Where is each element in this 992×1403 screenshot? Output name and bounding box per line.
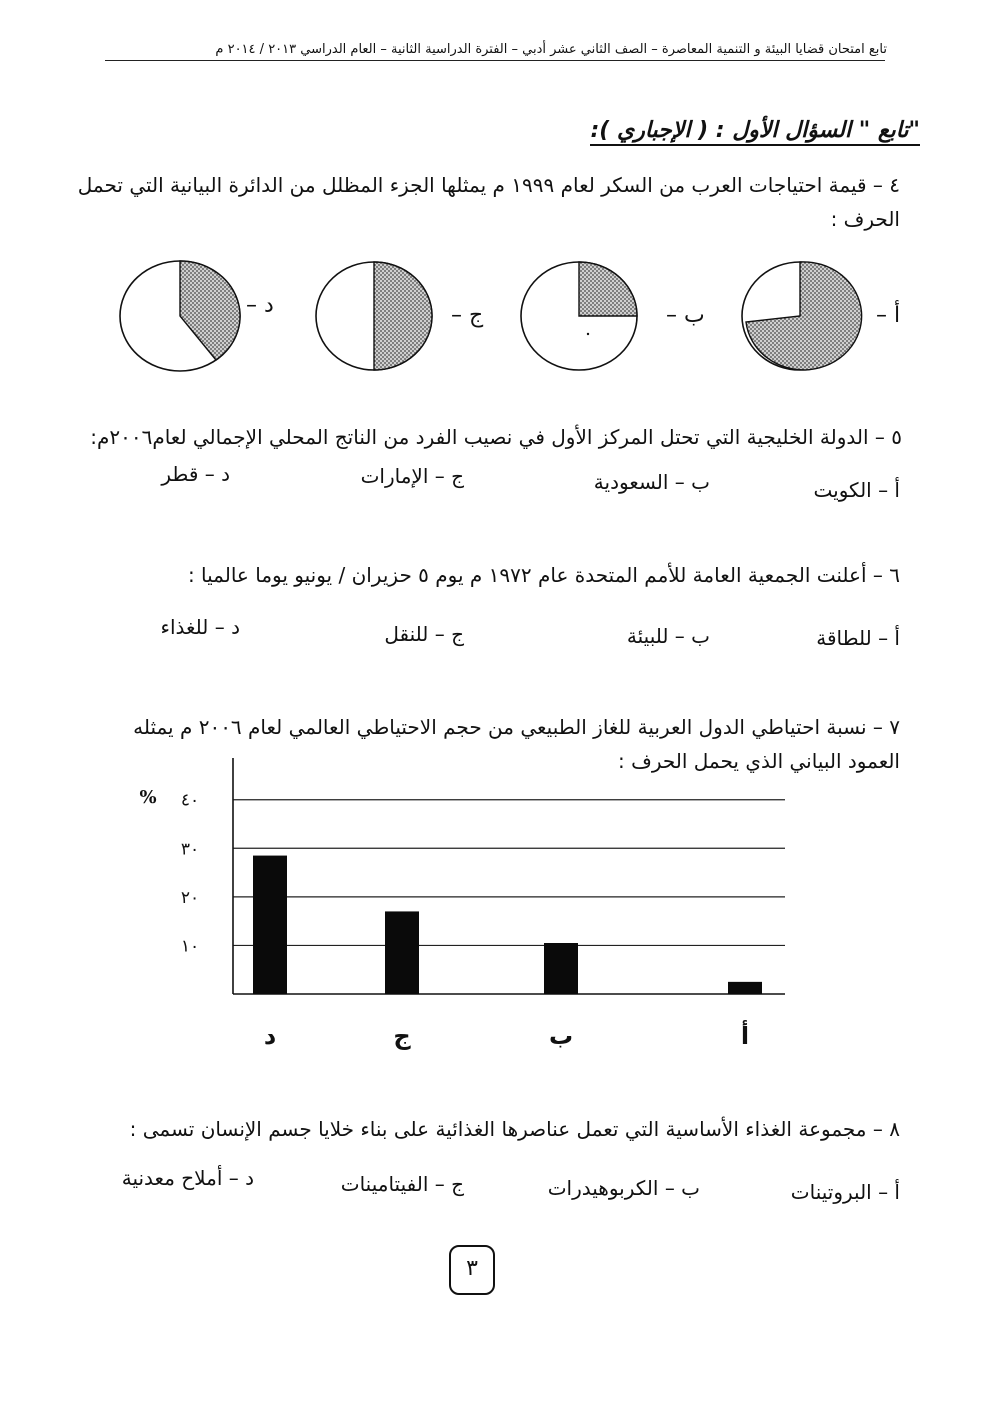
pie-option-b[interactable] <box>521 262 637 370</box>
pie-label-b: ب – <box>666 303 705 328</box>
q8-option-a[interactable]: أ – البروتينات <box>790 1180 900 1204</box>
pie-option-a[interactable] <box>742 262 862 370</box>
bar-2 <box>385 911 419 994</box>
q5-option-a[interactable]: أ – الكويت <box>813 478 900 502</box>
q8-option-d[interactable]: د – أملاح معدنية <box>121 1166 254 1190</box>
y-axis-label: % <box>139 787 157 808</box>
page-number: ٣ <box>449 1245 495 1295</box>
x-tick-label: د <box>263 1022 277 1050</box>
exam-header: تابع امتحان قضايا البيئة و التنمية المعاصرة – الصف الثاني عشر أدبي – الفترة الدراسية الثانية – العام الدراسي ٢٠١٣ / ٢٠١٤ م <box>215 42 887 57</box>
q6-option-a[interactable]: أ – للطاقة <box>816 626 900 650</box>
pie-option-c[interactable] <box>316 262 432 370</box>
bar-chart <box>120 750 820 1060</box>
pie-options <box>0 250 992 400</box>
question-4-text: ٤ – قيمة احتياجات العرب من السكر لعام ١٩٩٩ م يمثلها الجزء المظلل من الدائرة البيانية التي تحمل الحرف : <box>77 173 900 231</box>
q6-option-b[interactable]: ب – للبيئة <box>626 624 710 648</box>
question-5-text: ٥ – الدولة الخليجية التي تحتل المركز الأول في نصيب الفرد من الناتج المحلي الإجمالي لعام٢٠٠٦م: <box>90 425 902 449</box>
x-tick-label: ج <box>393 1022 411 1050</box>
section-title: "تابع " السؤال الأول : ( الإجباري ): <box>590 118 920 146</box>
q6-option-d[interactable]: د – للغذاء <box>160 615 240 639</box>
q5-option-b[interactable]: ب – السعودية <box>593 470 710 494</box>
y-tick-label: ٤٠ <box>180 790 200 811</box>
question-6-text: ٦ – أعلنت الجمعية العامة للأمم المتحدة عام ١٩٧٢ م يوم ٥ حزيران / يونيو يوما عالميا : <box>187 563 900 587</box>
y-tick-label: ٣٠ <box>180 839 200 860</box>
header-underline <box>105 60 885 61</box>
y-tick-label: ٢٠ <box>180 887 200 908</box>
x-tick-label: أ <box>740 1022 750 1050</box>
q6-option-c[interactable]: ج – للنقل <box>384 622 464 646</box>
pie-label-c: ج – <box>451 303 484 328</box>
q5-option-d[interactable]: د – قطر <box>161 462 230 486</box>
x-tick-label: ب <box>548 1022 574 1050</box>
q5-option-c[interactable]: ج – الإمارات <box>360 464 464 488</box>
bar-1 <box>253 856 287 994</box>
q8-option-c[interactable]: ج – الفيتامينات <box>340 1172 464 1196</box>
pie-label-d: د – <box>246 293 274 318</box>
y-tick-label: ١٠ <box>180 936 200 957</box>
pie-option-d[interactable] <box>120 261 240 371</box>
question-7-text: ٧ – نسبة احتياطي الدول العربية للغاز الطبيعي من حجم الاحتياطي العالمي لعام ٢٠٠٦ م يمثله العمود البياني الذي يحمل الحرف : <box>133 715 900 773</box>
bar-4 <box>728 982 762 994</box>
bar-3 <box>544 943 578 994</box>
question-8-text: ٨ – مجموعة الغذاء الأساسية التي تعمل عناصرها الغذائية على بناء خلايا جسم الإنسان تسمى : <box>129 1117 900 1141</box>
pie-label-a: أ – <box>876 303 901 328</box>
q8-option-b[interactable]: ب – الكربوهيدرات <box>547 1176 700 1200</box>
